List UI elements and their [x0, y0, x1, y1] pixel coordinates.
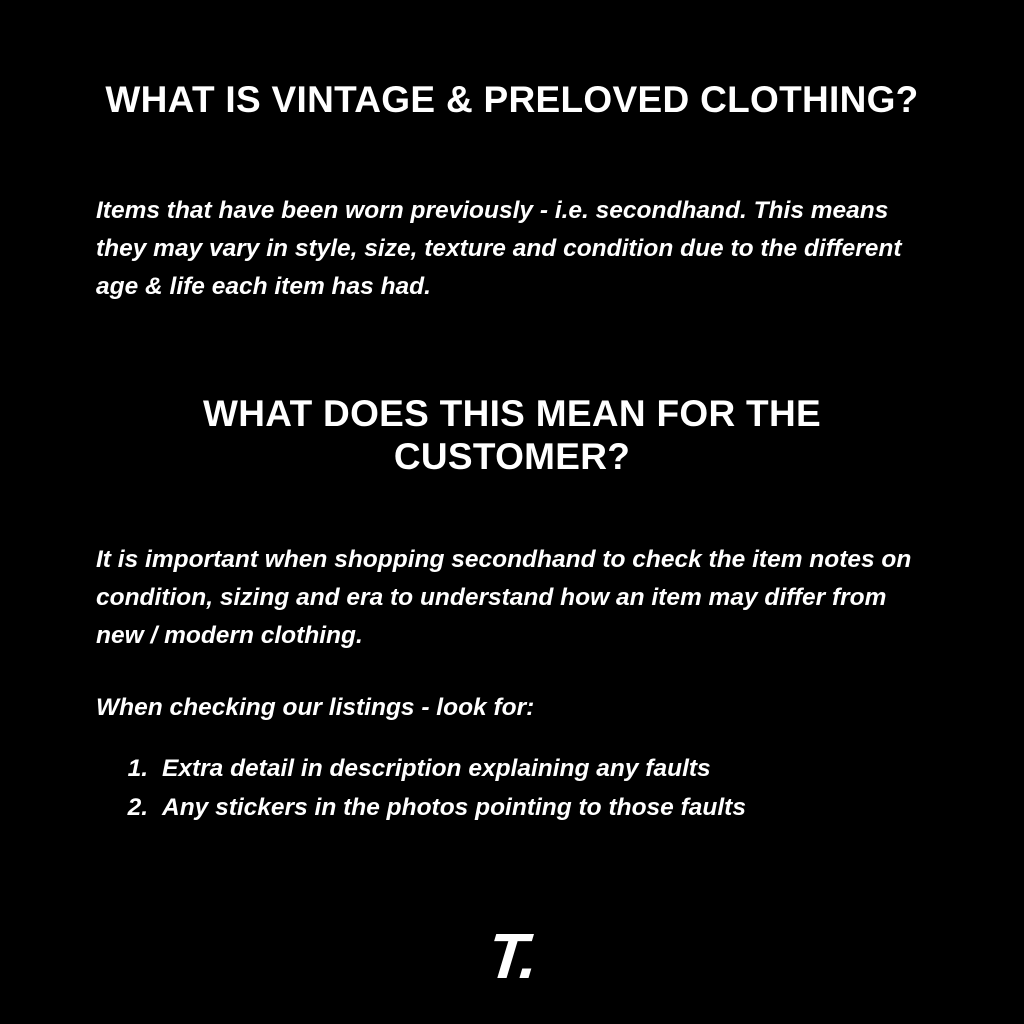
checklist	[0, 749, 1024, 827]
page-title: WHAT IS VINTAGE & PRELOVED CLOTHING?	[105, 79, 919, 120]
list-item-number: 1.	[127, 754, 148, 782]
spacer	[0, 122, 1024, 192]
list-item-label: Any stickers in the photos pointing to those faults	[162, 793, 746, 821]
spacer	[0, 655, 1024, 689]
list-item	[0, 749, 1024, 788]
spacer	[0, 306, 1024, 392]
list-item-label: Extra detail in description explaining any faults	[162, 754, 711, 782]
customer-paragraph: It is important when shopping secondhand to check the item notes on condition, sizing and era to understand how an item may differ from new / modern clothing.	[96, 545, 912, 649]
spacer	[0, 727, 1024, 749]
list-item-number: 2.	[127, 793, 148, 821]
list-item	[0, 788, 1024, 827]
section-heading-customer: WHAT DOES THIS MEAN FOR THE CUSTOMER?	[203, 392, 821, 478]
spacer	[0, 479, 1024, 541]
intro-paragraph: Items that have been worn previously - i.e. secondhand. This means they may vary in style, size, texture and condition due to the different age & life each item has had.	[96, 196, 902, 300]
logo-mark: T.	[484, 920, 540, 992]
listings-prompt: When checking our listings - look for:	[96, 693, 535, 721]
brand-logo	[0, 920, 1024, 992]
